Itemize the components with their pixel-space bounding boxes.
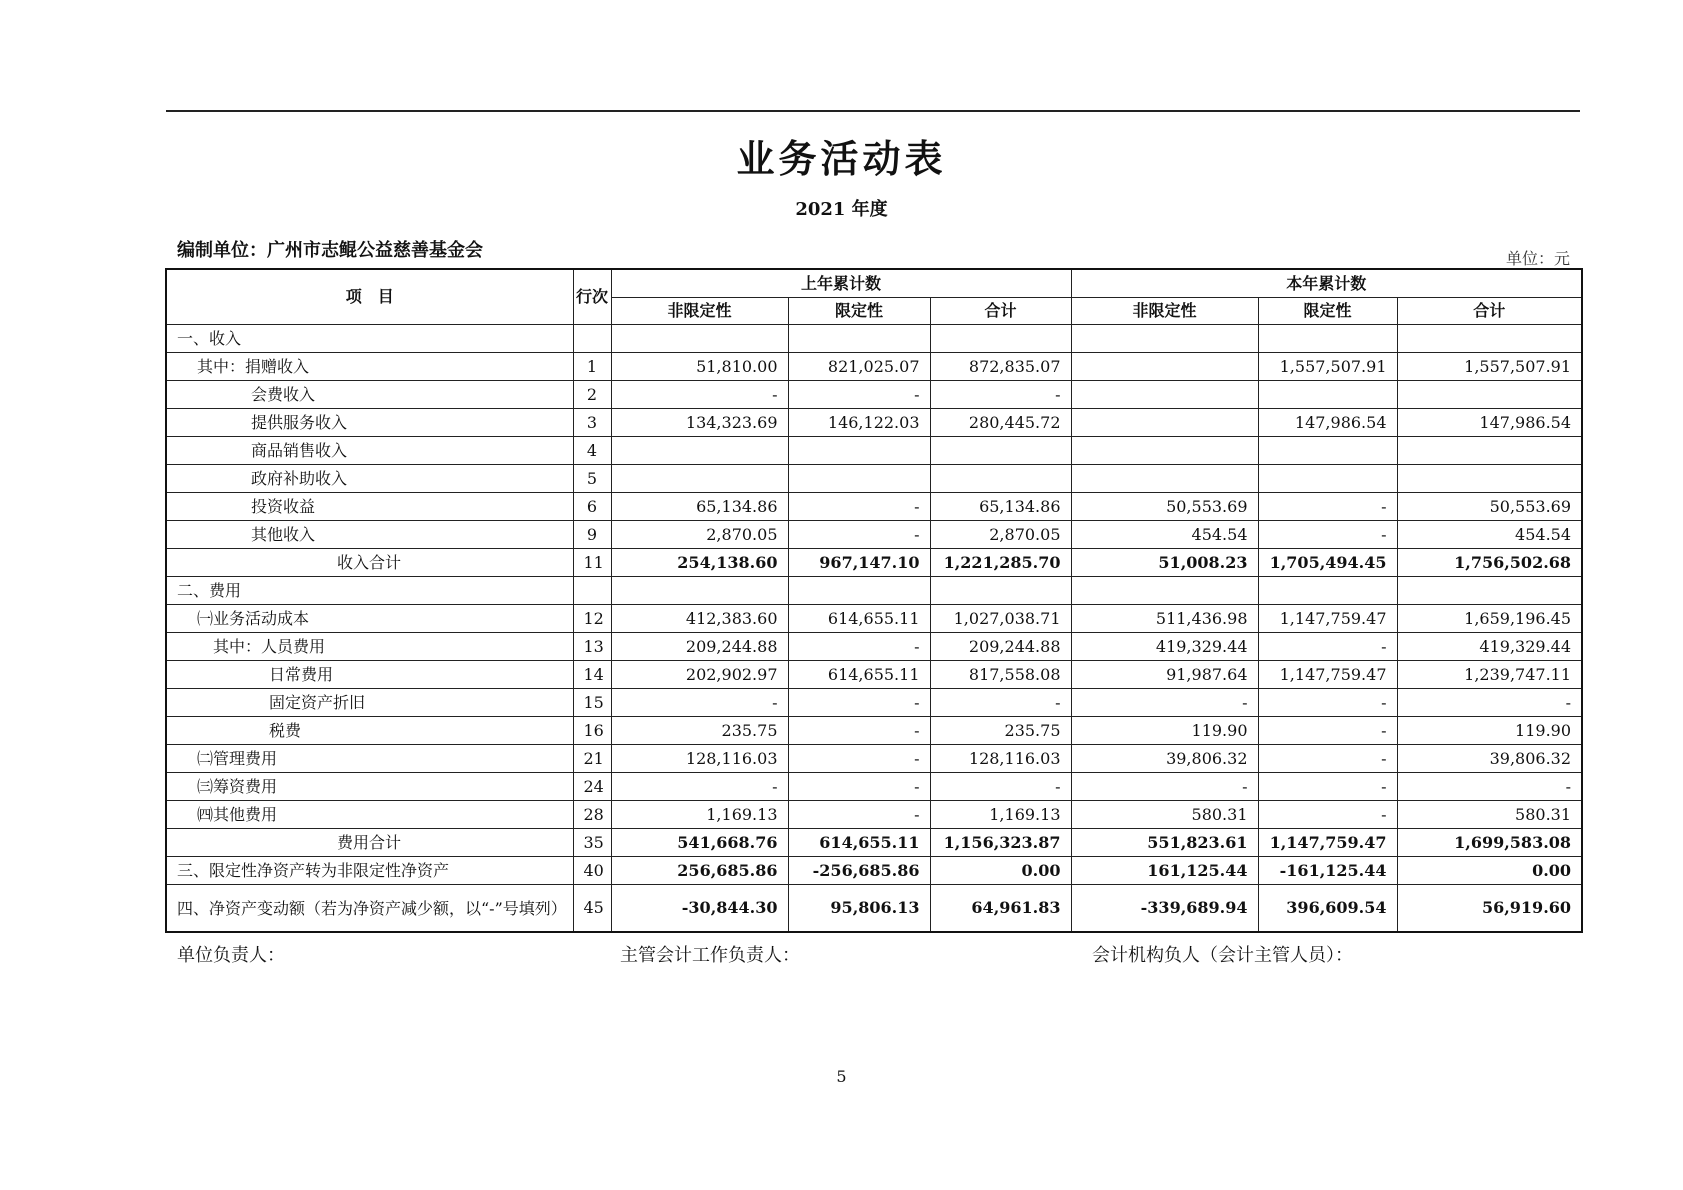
- row-line-number: 14: [573, 661, 611, 689]
- cell-curr-total: -: [1397, 773, 1582, 801]
- cell-prev-total: 1,221,285.70: [930, 549, 1071, 577]
- currency-unit: 单位：元: [1505, 249, 1570, 268]
- cell-prev-restricted: 614,655.11: [788, 661, 930, 689]
- cell-prev-restricted: -: [788, 381, 930, 409]
- cell-curr-unrestricted: 511,436.98: [1071, 605, 1258, 633]
- cell-prev-unrestricted: 65,134.86: [611, 493, 788, 521]
- cell-prev-restricted: -: [788, 717, 930, 745]
- header-prev-year: 上年累计数: [611, 269, 1071, 298]
- row-line-number: 35: [573, 829, 611, 857]
- header-row-1: [166, 269, 1582, 298]
- cell-curr-total: 1,659,196.45: [1397, 605, 1582, 633]
- cell-prev-unrestricted: [611, 325, 788, 353]
- cell-prev-restricted: -: [788, 801, 930, 829]
- cell-prev-total: -: [930, 773, 1071, 801]
- table-row: [166, 381, 1582, 409]
- cell-prev-total: 1,027,038.71: [930, 605, 1071, 633]
- cell-curr-total: 1,699,583.08: [1397, 829, 1582, 857]
- cell-prev-total: [930, 465, 1071, 493]
- cell-prev-restricted: 95,806.13: [788, 885, 930, 933]
- report-year: 2021 年度: [795, 199, 888, 220]
- accounting-head-signature: 主管会计工作负责人：: [620, 945, 800, 966]
- table-row: [166, 717, 1582, 745]
- signature-line: [0, 941, 1683, 965]
- header-line: 行次: [573, 269, 611, 325]
- header-curr-year: 本年累计数: [1071, 269, 1582, 298]
- row-line-number: 1: [573, 353, 611, 381]
- row-line-number: 6: [573, 493, 611, 521]
- cell-curr-restricted: -: [1258, 717, 1397, 745]
- table-row: [166, 829, 1582, 857]
- cell-curr-total: [1397, 437, 1582, 465]
- table-body: [166, 325, 1582, 933]
- cell-prev-restricted: 614,655.11: [788, 829, 930, 857]
- cell-curr-restricted: [1258, 325, 1397, 353]
- cell-curr-total: [1397, 381, 1582, 409]
- table-row: [166, 633, 1582, 661]
- cell-curr-unrestricted: [1071, 381, 1258, 409]
- cell-prev-total: 817,558.08: [930, 661, 1071, 689]
- cell-prev-restricted: -: [788, 773, 930, 801]
- table-row: [166, 773, 1582, 801]
- cell-curr-restricted: [1258, 381, 1397, 409]
- row-item-label: 一、收入: [166, 325, 573, 353]
- row-line-number: 3: [573, 409, 611, 437]
- table-row: [166, 353, 1582, 381]
- header-curr-restricted: 限定性: [1258, 298, 1397, 325]
- row-item-label: 其中：人员费用: [166, 633, 573, 661]
- table-row: [166, 549, 1582, 577]
- table-row: [166, 493, 1582, 521]
- table-row: [166, 801, 1582, 829]
- row-item-label: 税费: [166, 717, 573, 745]
- cell-curr-unrestricted: 91,987.64: [1071, 661, 1258, 689]
- cell-curr-unrestricted: 454.54: [1071, 521, 1258, 549]
- cell-curr-unrestricted: [1071, 353, 1258, 381]
- cell-curr-restricted: -: [1258, 521, 1397, 549]
- row-item-label: 收入合计: [166, 549, 573, 577]
- table-row: [166, 857, 1582, 885]
- cell-prev-unrestricted: 134,323.69: [611, 409, 788, 437]
- row-item-label: 四、净资产变动额（若为净资产减少额，以“-”号填列）: [166, 885, 573, 933]
- row-line-number: 16: [573, 717, 611, 745]
- cell-prev-restricted: 821,025.07: [788, 353, 930, 381]
- cell-curr-total: [1397, 577, 1582, 605]
- cell-curr-unrestricted: [1071, 577, 1258, 605]
- cell-prev-unrestricted: 541,668.76: [611, 829, 788, 857]
- table-row: [166, 325, 1582, 353]
- row-line-number: 12: [573, 605, 611, 633]
- cell-curr-total: 1,557,507.91: [1397, 353, 1582, 381]
- cell-prev-unrestricted: [611, 437, 788, 465]
- table-row: [166, 745, 1582, 773]
- cell-prev-unrestricted: 235.75: [611, 717, 788, 745]
- cell-curr-total: 50,553.69: [1397, 493, 1582, 521]
- row-line-number: 45: [573, 885, 611, 933]
- cell-curr-unrestricted: [1071, 325, 1258, 353]
- cell-prev-unrestricted: [611, 465, 788, 493]
- cell-prev-restricted: -: [788, 633, 930, 661]
- cell-curr-restricted: -: [1258, 689, 1397, 717]
- cell-prev-total: 128,116.03: [930, 745, 1071, 773]
- header-curr-total: 合计: [1397, 298, 1582, 325]
- cell-prev-unrestricted: 209,244.88: [611, 633, 788, 661]
- cell-curr-restricted: -: [1258, 801, 1397, 829]
- row-item-label: 商品销售收入: [166, 437, 573, 465]
- cell-curr-restricted: 396,609.54: [1258, 885, 1397, 933]
- cell-prev-restricted: [788, 437, 930, 465]
- reporting-unit: 编制单位：广州市志鲲公益慈善基金会: [177, 240, 483, 261]
- header-rule: [166, 110, 1580, 112]
- cell-prev-total: [930, 577, 1071, 605]
- cell-curr-restricted: 1,705,494.45: [1258, 549, 1397, 577]
- row-item-label: 其中：捐赠收入: [166, 353, 573, 381]
- row-line-number: 28: [573, 801, 611, 829]
- row-item-label: 二、费用: [166, 577, 573, 605]
- cell-curr-unrestricted: 51,008.23: [1071, 549, 1258, 577]
- cell-prev-unrestricted: 1,169.13: [611, 801, 788, 829]
- table-row: [166, 689, 1582, 717]
- cell-prev-restricted: 967,147.10: [788, 549, 930, 577]
- cell-curr-unrestricted: -339,689.94: [1071, 885, 1258, 933]
- cell-prev-restricted: -: [788, 689, 930, 717]
- cell-curr-restricted: [1258, 577, 1397, 605]
- cell-prev-total: 235.75: [930, 717, 1071, 745]
- cell-curr-unrestricted: 39,806.32: [1071, 745, 1258, 773]
- cell-curr-restricted: 1,557,507.91: [1258, 353, 1397, 381]
- cell-curr-total: 419,329.44: [1397, 633, 1582, 661]
- cell-curr-total: [1397, 465, 1582, 493]
- cell-curr-restricted: 1,147,759.47: [1258, 605, 1397, 633]
- cell-prev-total: [930, 325, 1071, 353]
- cell-curr-restricted: [1258, 437, 1397, 465]
- cell-curr-total: 147,986.54: [1397, 409, 1582, 437]
- header-prev-restricted: 限定性: [788, 298, 930, 325]
- cell-curr-total: 39,806.32: [1397, 745, 1582, 773]
- row-item-label: 政府补助收入: [166, 465, 573, 493]
- cell-prev-unrestricted: -: [611, 773, 788, 801]
- cell-curr-total: 119.90: [1397, 717, 1582, 745]
- cell-curr-unrestricted: 419,329.44: [1071, 633, 1258, 661]
- cell-curr-total: 56,919.60: [1397, 885, 1582, 933]
- unit-head-signature: 单位负责人：: [177, 945, 285, 966]
- cell-curr-unrestricted: 119.90: [1071, 717, 1258, 745]
- cell-curr-restricted: 1,147,759.47: [1258, 661, 1397, 689]
- header-prev-total: 合计: [930, 298, 1071, 325]
- cell-curr-total: -: [1397, 689, 1582, 717]
- cell-curr-unrestricted: -: [1071, 773, 1258, 801]
- table-row: [166, 437, 1582, 465]
- cell-curr-restricted: -: [1258, 493, 1397, 521]
- cell-prev-total: 872,835.07: [930, 353, 1071, 381]
- row-item-label: ㈣其他费用: [166, 801, 573, 829]
- row-item-label: 三、限定性净资产转为非限定性净资产: [166, 857, 573, 885]
- cell-curr-restricted: [1258, 465, 1397, 493]
- cell-curr-total: 1,239,747.11: [1397, 661, 1582, 689]
- cell-prev-total: 0.00: [930, 857, 1071, 885]
- cell-curr-unrestricted: 551,823.61: [1071, 829, 1258, 857]
- header-prev-unrestricted: 非限定性: [611, 298, 788, 325]
- row-line-number: 9: [573, 521, 611, 549]
- cell-curr-unrestricted: -: [1071, 689, 1258, 717]
- cell-prev-unrestricted: 128,116.03: [611, 745, 788, 773]
- row-line-number: 11: [573, 549, 611, 577]
- cell-prev-unrestricted: -30,844.30: [611, 885, 788, 933]
- cell-curr-total: 580.31: [1397, 801, 1582, 829]
- activity-statement-table: [165, 268, 1583, 933]
- institution-head-signature: 会计机构负人（会计主管人员）：: [1092, 945, 1353, 966]
- cell-curr-unrestricted: 580.31: [1071, 801, 1258, 829]
- header-curr-unrestricted: 非限定性: [1071, 298, 1258, 325]
- row-line-number: 24: [573, 773, 611, 801]
- row-item-label: ㈠业务活动成本: [166, 605, 573, 633]
- cell-prev-restricted: -: [788, 493, 930, 521]
- cell-prev-total: 1,156,323.87: [930, 829, 1071, 857]
- cell-curr-unrestricted: [1071, 465, 1258, 493]
- cell-curr-unrestricted: 161,125.44: [1071, 857, 1258, 885]
- cell-prev-unrestricted: 254,138.60: [611, 549, 788, 577]
- cell-curr-restricted: 1,147,759.47: [1258, 829, 1397, 857]
- cell-prev-restricted: [788, 577, 930, 605]
- cell-curr-restricted: -: [1258, 745, 1397, 773]
- page-number: 5: [836, 1067, 847, 1086]
- cell-prev-total: -: [930, 381, 1071, 409]
- row-item-label: 其他收入: [166, 521, 573, 549]
- cell-prev-restricted: [788, 465, 930, 493]
- cell-curr-total: 0.00: [1397, 857, 1582, 885]
- cell-curr-restricted: -: [1258, 633, 1397, 661]
- cell-curr-total: [1397, 325, 1582, 353]
- cell-prev-unrestricted: [611, 577, 788, 605]
- table-row: [166, 885, 1582, 933]
- row-item-label: 投资收益: [166, 493, 573, 521]
- cell-curr-unrestricted: [1071, 409, 1258, 437]
- cell-prev-restricted: [788, 325, 930, 353]
- cell-prev-total: [930, 437, 1071, 465]
- row-line-number: [573, 325, 611, 353]
- cell-prev-total: 1,169.13: [930, 801, 1071, 829]
- cell-prev-unrestricted: 202,902.97: [611, 661, 788, 689]
- cell-prev-total: 280,445.72: [930, 409, 1071, 437]
- cell-prev-unrestricted: 412,383.60: [611, 605, 788, 633]
- cell-prev-restricted: -256,685.86: [788, 857, 930, 885]
- cell-curr-total: 1,756,502.68: [1397, 549, 1582, 577]
- cell-prev-total: 65,134.86: [930, 493, 1071, 521]
- header-item: 项 目: [166, 269, 573, 325]
- row-line-number: 40: [573, 857, 611, 885]
- row-line-number: 21: [573, 745, 611, 773]
- page-title: 业务活动表: [736, 137, 947, 181]
- table-row: [166, 465, 1582, 493]
- cell-prev-unrestricted: 2,870.05: [611, 521, 788, 549]
- cell-prev-unrestricted: 51,810.00: [611, 353, 788, 381]
- row-item-label: 会费收入: [166, 381, 573, 409]
- row-line-number: 15: [573, 689, 611, 717]
- row-line-number: 13: [573, 633, 611, 661]
- cell-prev-unrestricted: -: [611, 381, 788, 409]
- row-line-number: [573, 577, 611, 605]
- table-row: [166, 409, 1582, 437]
- cell-curr-restricted: -: [1258, 773, 1397, 801]
- row-item-label: ㈢筹资费用: [166, 773, 573, 801]
- cell-prev-total: 64,961.83: [930, 885, 1071, 933]
- table-row: [166, 605, 1582, 633]
- table-row: [166, 521, 1582, 549]
- cell-curr-unrestricted: 50,553.69: [1071, 493, 1258, 521]
- cell-curr-unrestricted: [1071, 437, 1258, 465]
- cell-curr-total: 454.54: [1397, 521, 1582, 549]
- cell-prev-restricted: 614,655.11: [788, 605, 930, 633]
- row-item-label: 固定资产折旧: [166, 689, 573, 717]
- row-item-label: 日常费用: [166, 661, 573, 689]
- table-row: [166, 661, 1582, 689]
- cell-prev-restricted: -: [788, 521, 930, 549]
- row-item-label: 提供服务收入: [166, 409, 573, 437]
- cell-prev-total: -: [930, 689, 1071, 717]
- row-item-label: ㈡管理费用: [166, 745, 573, 773]
- cell-prev-total: 2,870.05: [930, 521, 1071, 549]
- row-line-number: 4: [573, 437, 611, 465]
- row-line-number: 2: [573, 381, 611, 409]
- row-item-label: 费用合计: [166, 829, 573, 857]
- cell-curr-restricted: 147,986.54: [1258, 409, 1397, 437]
- cell-prev-unrestricted: 256,685.86: [611, 857, 788, 885]
- cell-prev-restricted: 146,122.03: [788, 409, 930, 437]
- row-line-number: 5: [573, 465, 611, 493]
- cell-prev-unrestricted: -: [611, 689, 788, 717]
- cell-prev-total: 209,244.88: [930, 633, 1071, 661]
- table-row: [166, 577, 1582, 605]
- cell-prev-restricted: -: [788, 745, 930, 773]
- cell-curr-restricted: -161,125.44: [1258, 857, 1397, 885]
